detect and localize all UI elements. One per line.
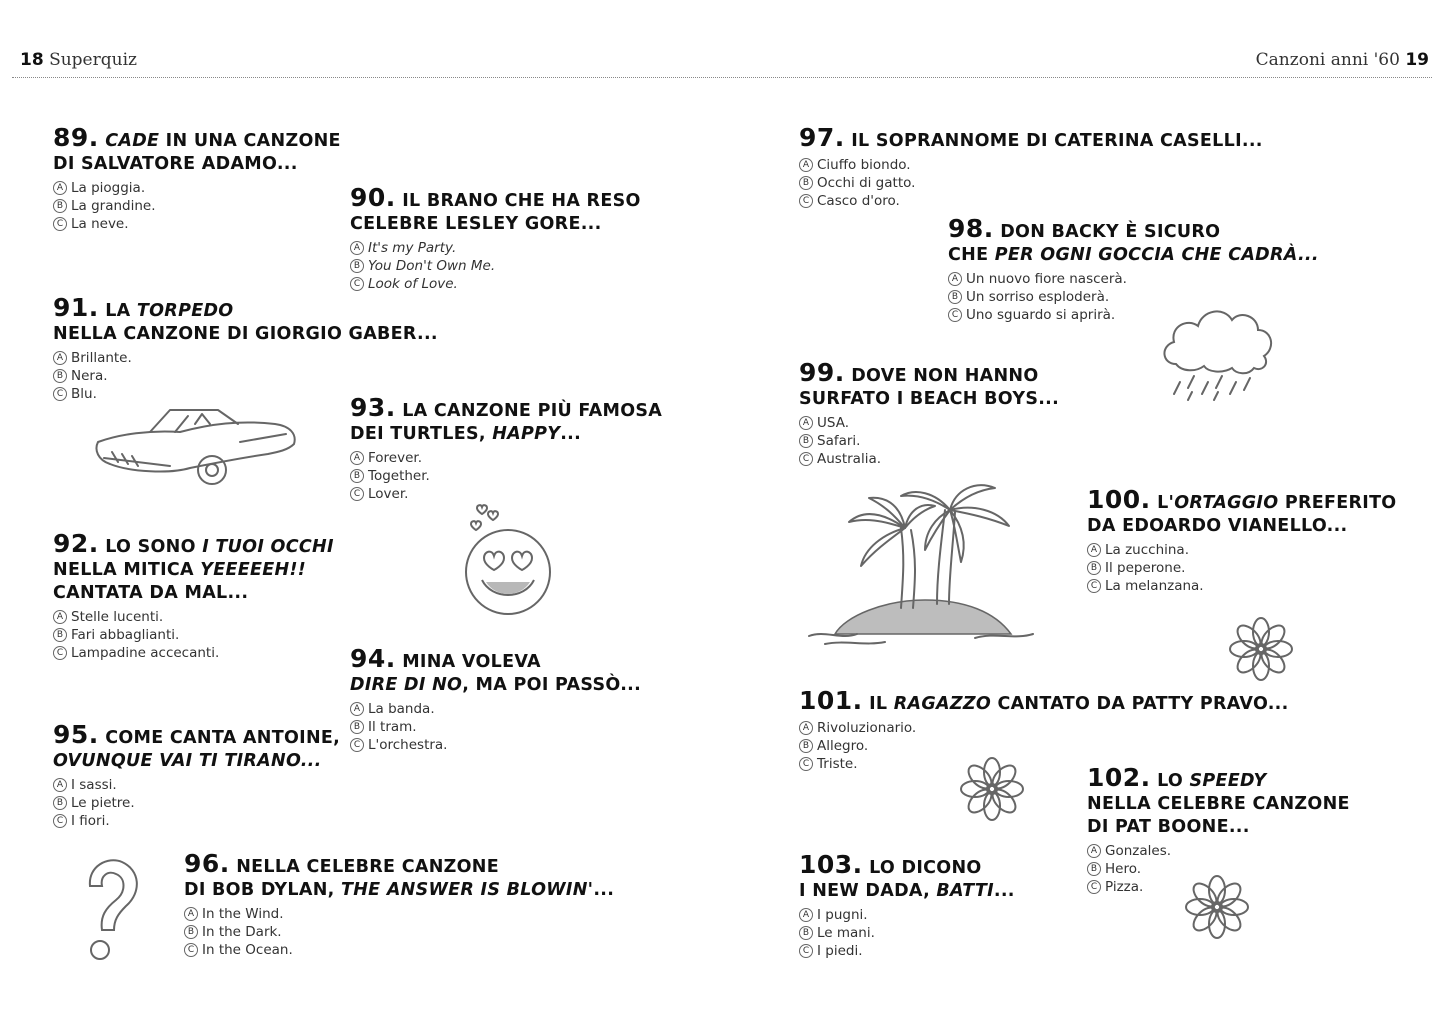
question-number: 93. (350, 393, 396, 422)
title-italic: ORTAGGIO (1174, 493, 1279, 513)
option-letter-icon: B (799, 739, 813, 753)
option-letter-icon: B (184, 925, 198, 939)
title-italic: BATTI (936, 881, 994, 901)
answer-option[interactable] (799, 174, 1263, 192)
option-letter-icon: B (799, 434, 813, 448)
option-text: La melanzana. (1105, 578, 1204, 594)
heart-eyes-emoji-icon (462, 500, 552, 615)
option-text: In the Dark. (202, 924, 282, 940)
title-text: ... (593, 880, 615, 900)
question-101 (799, 686, 1289, 773)
question-number: 89. (53, 123, 99, 152)
header-divider (12, 77, 1432, 78)
answer-list (350, 449, 662, 503)
title-text: DI BOB DYLAN, (184, 880, 341, 900)
option-text: La zucchina. (1105, 542, 1189, 558)
question-heading (53, 123, 341, 176)
option-letter-icon: A (53, 610, 67, 624)
option-letter-icon: A (184, 907, 198, 921)
left-page-number: 18 (20, 50, 44, 70)
title-italic: HAPPY (492, 424, 561, 444)
title-text: LO DICONO (869, 858, 982, 878)
option-letter-icon: C (948, 308, 962, 322)
option-letter-icon: A (948, 272, 962, 286)
title-text: CANTATO DA PATTY PRAVO... (991, 694, 1289, 714)
question-number: 92. (53, 529, 99, 558)
answer-option[interactable] (350, 718, 641, 736)
option-text: Un nuovo fiore nascerà. (966, 271, 1127, 287)
question-number: 97. (799, 123, 845, 152)
answer-option[interactable] (184, 941, 614, 959)
option-letter-icon: A (53, 778, 67, 792)
answer-option[interactable] (350, 449, 662, 467)
title-text: COME CANTA ANTOINE, (105, 728, 341, 748)
answer-list (350, 700, 641, 754)
answer-option[interactable] (799, 924, 1015, 942)
title-text: PREFERITO (1278, 493, 1397, 513)
title-text: SURFATO I BEACH BOYS... (799, 389, 1060, 409)
title-text: NELLA CANZONE DI GIORGIO GABER... (53, 324, 438, 344)
option-letter-icon: B (53, 369, 67, 383)
option-text: Australia. (817, 451, 882, 467)
title-italic: I TUOI OCCHI (202, 537, 334, 557)
answer-option[interactable] (948, 270, 1319, 288)
option-text: Lover. (368, 486, 409, 502)
option-text: Rivoluzionario. (817, 720, 917, 736)
title-text: LA CANZONE PIÙ FAMOSA (402, 401, 663, 421)
answer-option[interactable] (799, 192, 1263, 210)
option-text: It's my Party. (368, 240, 457, 256)
answer-option[interactable] (53, 197, 341, 215)
option-text: Le mani. (817, 925, 875, 941)
answer-option[interactable] (53, 626, 334, 644)
option-text: Stelle lucenti. (71, 609, 164, 625)
question-heading (184, 849, 615, 902)
question-heading (350, 393, 663, 446)
title-italic: SPEEDY (1189, 771, 1267, 791)
answer-option[interactable] (53, 215, 341, 233)
question-number: 101. (799, 686, 863, 715)
answer-list (184, 905, 614, 959)
title-text: CELEBRE LESLEY GORE... (350, 214, 602, 234)
option-text: Forever. (368, 450, 422, 466)
option-text: Allegro. (817, 738, 869, 754)
question-heading (1087, 763, 1350, 839)
option-letter-icon: C (799, 452, 813, 466)
title-text: LA (105, 301, 137, 321)
title-italic: PER OGNI GOCCIA CHE CADRÀ... (994, 245, 1319, 265)
right-page-number: 19 (1405, 50, 1429, 70)
option-letter-icon: B (53, 796, 67, 810)
option-text: Il peperone. (1105, 560, 1186, 576)
option-letter-icon: C (350, 738, 364, 752)
flower-icon (1226, 616, 1296, 682)
title-text: CHE (948, 245, 995, 265)
title-text: CANTATA DA MAL... (53, 583, 249, 603)
answer-list (1087, 541, 1396, 595)
answer-option[interactable] (350, 736, 641, 754)
answer-option[interactable] (799, 450, 1059, 468)
option-letter-icon: A (53, 351, 67, 365)
option-text: Safari. (817, 433, 861, 449)
question-94 (350, 644, 642, 754)
option-letter-icon: C (53, 387, 67, 401)
option-letter-icon: B (53, 199, 67, 213)
option-letter-icon: C (350, 487, 364, 501)
option-text: I fiori. (71, 813, 110, 829)
title-text: MINA VOLEVA (402, 652, 541, 672)
option-letter-icon: C (53, 646, 67, 660)
question-103 (799, 850, 1015, 960)
option-text: Le pietre. (71, 795, 135, 811)
option-text: USA. (817, 415, 849, 431)
option-letter-icon: B (350, 259, 364, 273)
title-text: I NEW DADA, (799, 881, 937, 901)
title-text: ... (560, 424, 582, 444)
option-letter-icon: A (53, 181, 67, 195)
option-text: Fari abbaglianti. (71, 627, 180, 643)
option-letter-icon: A (1087, 543, 1101, 557)
option-letter-icon: C (1087, 880, 1101, 894)
question-number: 90. (350, 183, 396, 212)
answer-option[interactable] (53, 794, 340, 812)
rain-cloud-icon (1158, 302, 1278, 407)
option-letter-icon: C (53, 217, 67, 231)
option-letter-icon: A (350, 702, 364, 716)
option-letter-icon: C (799, 194, 813, 208)
answer-option[interactable] (350, 239, 641, 257)
option-text: Il tram. (368, 719, 417, 735)
title-text: NELLA CELEBRE CANZONE (236, 857, 500, 877)
question-number: 100. (1087, 485, 1151, 514)
option-letter-icon: A (350, 241, 364, 255)
question-heading (53, 293, 438, 346)
option-text: Un sorriso esploderà. (966, 289, 1110, 305)
flower-icon (1182, 874, 1252, 940)
title-italic: OVUNQUE VAI TI TIRANO... (53, 751, 322, 771)
option-text: Together. (368, 468, 430, 484)
question-95 (53, 720, 341, 830)
option-text: Gonzales. (1105, 843, 1172, 859)
option-letter-icon: B (350, 720, 364, 734)
option-text: Hero. (1105, 861, 1142, 877)
option-text: Nera. (71, 368, 108, 384)
title-italic: CADE (105, 131, 160, 151)
option-letter-icon: A (799, 908, 813, 922)
option-letter-icon: C (184, 943, 198, 957)
option-letter-icon: B (350, 469, 364, 483)
title-text: NELLA MITICA (53, 560, 201, 580)
option-letter-icon: C (799, 944, 813, 958)
question-mark-icon (78, 856, 148, 966)
option-text: Ciuffo biondo. (817, 157, 911, 173)
title-text: DA EDOARDO VIANELLO... (1087, 516, 1348, 536)
answer-option[interactable] (184, 923, 614, 941)
answer-option[interactable] (53, 776, 340, 794)
answer-option[interactable] (53, 812, 340, 830)
title-text: LO (1157, 771, 1190, 791)
title-text: IN UNA CANZONE (159, 131, 341, 151)
option-text: In the Ocean. (202, 942, 293, 958)
answer-option[interactable] (799, 414, 1059, 432)
answer-option[interactable] (53, 644, 334, 662)
palm-island-icon (805, 478, 1037, 648)
answer-option[interactable] (53, 367, 438, 385)
answer-list (53, 776, 340, 830)
title-text: DI PAT BOONE... (1087, 817, 1250, 837)
option-letter-icon: B (53, 628, 67, 642)
option-letter-icon: C (53, 814, 67, 828)
title-text: ... (993, 881, 1015, 901)
question-heading (350, 644, 642, 697)
option-letter-icon: C (1087, 579, 1101, 593)
question-97 (799, 123, 1263, 210)
answer-option[interactable] (1087, 842, 1350, 860)
option-text: Casco d'oro. (817, 193, 900, 209)
option-text: La banda. (368, 701, 435, 717)
title-text: DEI TURTLES, (350, 424, 493, 444)
answer-list (799, 719, 1289, 773)
answer-list (799, 906, 1015, 960)
answer-option[interactable] (1087, 577, 1396, 595)
question-90 (350, 183, 641, 293)
answer-option[interactable] (1087, 559, 1396, 577)
option-text: Lampadine accecanti. (71, 645, 220, 661)
title-text: , MA POI PASSÒ... (462, 675, 642, 695)
title-text: IL BRANO CHE HA RESO (402, 191, 641, 211)
question-96 (184, 849, 615, 959)
title-text: DON BACKY È SICURO (1000, 222, 1221, 242)
question-93 (350, 393, 663, 503)
option-text: Blu. (71, 386, 97, 402)
question-number: 95. (53, 720, 99, 749)
option-text: Pizza. (1105, 879, 1144, 895)
option-letter-icon: A (1087, 844, 1101, 858)
answer-option[interactable] (350, 275, 641, 293)
title-text: IL SOPRANNOME DI CATERINA CASELLI... (851, 131, 1263, 151)
car-drawing-icon (90, 402, 302, 492)
right-page-title: Canzoni anni '60 (1255, 50, 1400, 70)
option-text: In the Wind. (202, 906, 284, 922)
flower-icon (957, 756, 1027, 822)
option-letter-icon: A (350, 451, 364, 465)
option-text: Occhi di gatto. (817, 175, 916, 191)
question-heading (350, 183, 641, 236)
answer-option[interactable] (53, 179, 341, 197)
title-text: LO SONO (105, 537, 203, 557)
answer-option[interactable] (799, 942, 1015, 960)
answer-list (350, 239, 641, 293)
question-92 (53, 529, 334, 662)
question-heading (799, 686, 1289, 716)
option-letter-icon: B (799, 176, 813, 190)
title-italic: YEEEEEH!! (200, 560, 307, 580)
question-heading (53, 720, 341, 773)
option-letter-icon: B (799, 926, 813, 940)
answer-option[interactable] (350, 700, 641, 718)
question-number: 91. (53, 293, 99, 322)
title-italic: TORPEDO (136, 301, 234, 321)
answer-list (799, 414, 1059, 468)
answer-option[interactable] (53, 608, 334, 626)
title-italic: THE ANSWER IS BLOWIN' (340, 880, 594, 900)
question-number: 99. (799, 358, 845, 387)
answer-option[interactable] (799, 737, 1289, 755)
question-heading (799, 123, 1263, 153)
question-heading (1087, 485, 1397, 538)
question-number: 102. (1087, 763, 1151, 792)
option-text: Look of Love. (368, 276, 458, 292)
title-text: DI SALVATORE ADAMO... (53, 154, 298, 174)
answer-list (799, 156, 1263, 210)
option-letter-icon: B (1087, 561, 1101, 575)
question-number: 98. (948, 214, 994, 243)
option-text: You Don't Own Me. (368, 258, 496, 274)
title-italic: DIRE DI NO (350, 675, 463, 695)
title-text: IL (869, 694, 894, 714)
option-text: I piedi. (817, 943, 863, 959)
title-italic: RAGAZZO (893, 694, 992, 714)
option-letter-icon: B (948, 290, 962, 304)
answer-option[interactable] (799, 906, 1015, 924)
answer-option[interactable] (799, 719, 1289, 737)
option-text: I sassi. (71, 777, 117, 793)
answer-list (53, 179, 341, 233)
option-letter-icon: A (799, 158, 813, 172)
answer-option[interactable] (184, 905, 614, 923)
option-letter-icon: C (799, 757, 813, 771)
answer-option[interactable] (350, 257, 641, 275)
option-text: La neve. (71, 216, 129, 232)
question-heading (799, 358, 1060, 411)
answer-list (53, 608, 334, 662)
option-text: Brillante. (71, 350, 132, 366)
question-99 (799, 358, 1060, 468)
title-text: DOVE NON HANNO (851, 366, 1039, 386)
option-text: La grandine. (71, 198, 156, 214)
option-text: Uno sguardo si aprirà. (966, 307, 1116, 323)
question-number: 96. (184, 849, 230, 878)
title-text: NELLA CELEBRE CANZONE (1087, 794, 1350, 814)
question-heading (53, 529, 334, 605)
option-letter-icon: A (799, 416, 813, 430)
question-91 (53, 293, 438, 403)
question-100 (1087, 485, 1397, 595)
option-letter-icon: B (1087, 862, 1101, 876)
answer-option[interactable] (1087, 541, 1396, 559)
option-text: L'orchestra. (368, 737, 448, 753)
left-page-title: Superquiz (49, 50, 137, 70)
option-text: I pugni. (817, 907, 868, 923)
answer-option[interactable] (350, 467, 662, 485)
question-number: 103. (799, 850, 863, 879)
option-text: La pioggia. (71, 180, 146, 196)
option-text: Triste. (817, 756, 858, 772)
right-page-header (1256, 50, 1429, 70)
title-text: L' (1157, 493, 1175, 513)
question-number: 94. (350, 644, 396, 673)
left-page-header (20, 50, 137, 70)
option-letter-icon: C (350, 277, 364, 291)
answer-option[interactable] (53, 349, 438, 367)
question-heading (799, 850, 1015, 903)
option-letter-icon: A (799, 721, 813, 735)
answer-option[interactable] (799, 156, 1263, 174)
question-heading (948, 214, 1319, 267)
question-89 (53, 123, 341, 233)
answer-option[interactable] (799, 432, 1059, 450)
